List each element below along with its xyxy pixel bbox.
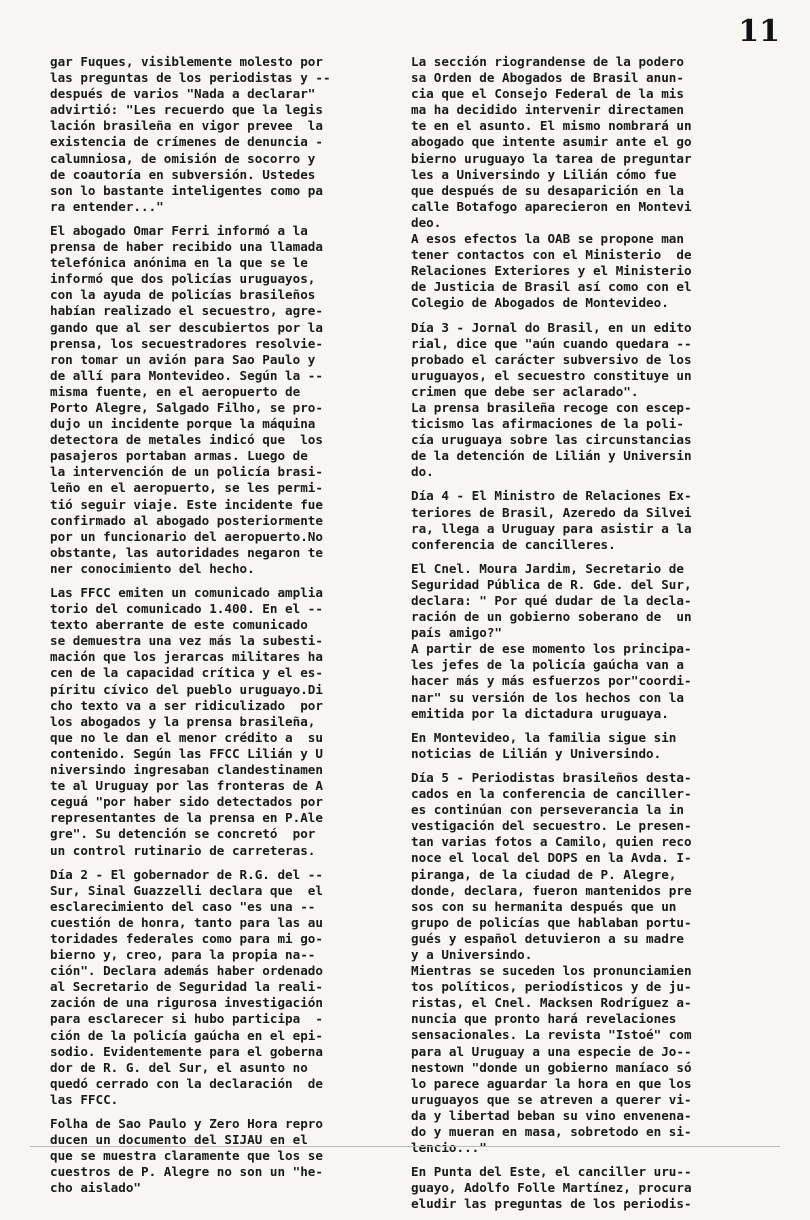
text-line: representantes de la prensa en P.Ale [50,810,323,826]
text-line: declara: " Por qué dudar de la decla- [411,593,692,608]
text-line: dujo un incidente porque la máquina [50,416,316,432]
text-line: piranga, de la ciudad de P. Alegre, [411,866,677,882]
text-line: toridades federales como para mi go- [50,930,323,946]
text-line: hacer más y más esfuerzos por"coordi- [411,673,692,689]
text-line: vestigación del secuestro. Le presen- [411,818,692,834]
text-line: prensa, los secuestradores resolvie- [50,335,323,351]
text-line: Colegio de Abogados de Montevideo. [411,295,669,311]
text-line: sos con su hermanita después que un [411,898,677,914]
text-line: A partir de ese momento los principa- [411,641,692,657]
text-line: tos políticos, periodísticos y de ju- [411,979,692,995]
text-line: ducen un documento del SIJAU en el [50,1132,308,1148]
text-line: En Montevideo, la familia sigue sin [411,729,677,745]
text-line: sa Orden de Abogados de Brasil anun- [411,70,684,86]
text-line: niversindo ingresaban clandestinamen [50,762,323,778]
paragraph [411,770,773,1156]
text-line: después de varios "Nada a declarar" [50,86,316,102]
text-line: zación de una rigurosa investigación [50,995,323,1011]
text-line: existencia de crímenes de denuncia - [50,134,323,150]
text-line: cho aislado" [50,1180,141,1196]
text-line: país amigo?" [411,625,502,641]
text-line: bierno uruguayo la tarea de preguntar [411,150,692,166]
text-line: Porto Alegre, Salgado Filho, se pro- [50,399,323,415]
text-line: ceguá "por haber sido detectados por [50,794,323,810]
text-line: gando que al ser descubiertos por la [50,319,323,335]
text-line: deo. [411,214,442,230]
text-line: Folha de Sao Paulo y Zero Hora repro [50,1116,323,1131]
text-line: les a Universindo y Lilián cómo fue [411,166,677,182]
text-line: al Secretario de Seguridad la reali- [50,979,323,995]
text-line: abogado que intente asumir ante el go [411,134,692,150]
text-line: cuestión de honra, tanto para las au [50,914,323,930]
text-line: nar" su versión de los hechos con la [411,689,684,705]
text-line: teriores de Brasil, Azeredo da Silvei [411,504,692,520]
text-line: cia que el Consejo Federal de la mis [411,86,684,102]
text-line: lación brasileña en vigor prevee la [50,118,323,134]
text-line: ra entender..." [50,198,164,214]
text-line: para esclarecer si hubo participa - [50,1011,323,1027]
text-line: prensa de haber recibido una llamada [50,239,323,255]
text-line: do. [411,464,434,480]
text-line: ma ha decidido intervenir directamen [411,102,684,118]
text-line: donde, declara, fueron mantenidos pre [411,882,692,898]
text-line: te en el asunto. El mismo nombrará un [411,118,692,134]
text-line: esclarecimiento del caso "es una -- [50,898,316,914]
text-line: es continúan con perseverancia la in [411,802,684,818]
text-line: do y mueran en masa, sobretodo en si- [411,1124,692,1139]
text-line: pasajeros portaban armas. Luego de [50,448,308,464]
text-line: habían realizado el secuestro, agre- [50,303,323,319]
text-line: bierno y, creo, para la propia na-- [50,947,316,963]
text-line: El abogado Omar Ferri informó a la [50,222,308,238]
text-line: noticias de Lilián y Universindo. [411,745,662,761]
text-line: los abogados y la prensa brasileña, [50,713,316,729]
text-line: informó que dos policías uruguayos, [50,271,316,287]
text-line: cho texto va a ser ridiculizado por [50,697,323,713]
text-line: se demuestra una vez más la subesti- [50,633,323,649]
paragraph [411,730,773,762]
text-line: de la detención de Lilián y Universin [411,448,692,464]
text-line: Día 4 - El Ministro de Relaciones Ex- [411,488,692,504]
text-line: calle Botafogo aparecieron en Montevi [411,198,692,214]
text-line: cados en la conferencia de canciller- [411,786,692,802]
text-line: gués y español detuvieron a su madre [411,930,684,946]
paragraph [411,561,773,722]
text-line: guayo, Adolfo Folle Martínez, procura [411,1180,692,1196]
text-line: ron tomar un avión para Sao Paulo y [50,351,316,367]
text-line: lo parece aguardar la hora en que los [411,1075,692,1091]
text-line: ra, llega a Uruguay para asistir a la [411,520,692,536]
text-line: rial, dice que "aún cuando quedara -- [411,335,692,351]
text-line: ción". Declara además haber ordenado [50,963,323,979]
text-line: mación que los jerarcas militares ha [50,649,323,665]
text-line: de coautoría en subversión. Ustedes [50,166,316,182]
paragraph [50,585,412,859]
text-line: las FFCC. [50,1091,119,1107]
text-line: Relaciones Exteriores y el Ministerio [411,263,692,279]
text-line: ristas, el Cnel. Macksen Rodríguez a- [411,995,692,1011]
paragraph [411,488,773,552]
left-column [50,54,412,1204]
text-line: El Cnel. Moura Jardim, Secretario de [411,560,684,576]
bottom-rule [30,1146,780,1147]
text-line: dor de R. G. del Sur, el asunto no [50,1059,308,1075]
paragraph [411,54,773,312]
text-line: conferencia de cancilleres. [411,536,616,552]
text-line: probado el carácter subversivo de los [411,351,692,367]
text-line: ticismo las afirmaciones de la poli- [411,416,684,432]
text-line: tió seguir viaje. Este incidente fue [50,496,323,512]
text-line: uruguayos, el secuestro constituye un [411,367,692,383]
text-line: leño en el aeropuerto, se les permi- [50,480,323,496]
text-line: nestown "donde un gobierno maníaco só [411,1059,692,1075]
text-line: noce el local del DOPS en la Avda. I- [411,850,692,866]
text-line: tener contactos con el Ministerio de [411,247,692,263]
text-line: ción de la policía gaúcha en el epi- [50,1027,323,1043]
text-line: La prensa brasileña recoge con escep- [411,399,692,415]
text-line: calumniosa, de omisión de socorro y [50,150,316,166]
text-line: telefónica anónima en la que se le [50,255,308,271]
text-line: detectora de metales indicó que los [50,432,323,448]
paragraph [411,320,773,481]
text-line: y a Universindo. [411,946,533,962]
text-line: Día 5 - Periodistas brasileños desta- [411,769,692,785]
text-line: por un funcionario del aeropuerto.No [50,528,323,544]
text-line: un control rutinario de carreteras. [50,842,316,858]
text-line: cía uruguaya sobre las circunstancias [411,432,692,448]
text-line: advirtió: "Les recuerdo que la legis [50,102,323,118]
text-line: ración de un gobierno soberano de un [411,609,692,625]
text-line: emitida por la dictadura uruguaya. [411,705,669,721]
text-line: Las FFCC emiten un comunicado amplia [50,585,323,600]
paragraph [50,223,412,577]
right-column [411,54,773,1220]
text-line: con la ayuda de policías brasileños [50,287,316,303]
text-line: contenido. Según las FFCC Lilián y U [50,745,323,761]
text-line: Sur, Sinal Guazzelli declara que el [50,882,323,898]
paragraph [50,54,412,215]
paragraph [411,1164,773,1212]
text-line: para al Uruguay a una especie de Jo-- [411,1043,692,1059]
paragraph [50,867,412,1108]
text-line: Día 3 - Jornal do Brasil, en un edito [411,319,692,335]
text-line: La sección riograndense de la podero [411,54,684,69]
text-line: grupo de policías que hablaban portu- [411,914,692,930]
text-line: torio del comunicado 1.400. En el -- [50,601,323,617]
text-line: que se muestra claramente que los se [50,1148,323,1164]
text-line: crimen que debe ser aclarado". [411,383,639,399]
text-line: gar Fuques, visiblemente molesto por [50,54,323,69]
text-line: las preguntas de los periodistas y -- [50,70,331,86]
text-line: les jefes de la policía gaúcha van a [411,657,684,673]
text-line: En Punta del Este, el canciller uru-- [411,1164,692,1180]
text-line: sodio. Evidentemente para el goberna [50,1043,323,1059]
text-line: de Justicia de Brasil así como con el [411,279,692,295]
text-line: son lo bastante inteligentes como pa [50,182,323,198]
text-line: píritu cívico del pueblo uruguayo.Di [50,681,323,697]
text-line: gre". Su detención se concretó por [50,826,316,842]
text-line: A esos efectos la OAB se propone man [411,231,684,247]
page-number: 11 [738,14,780,49]
text-line: la intervención de un policía brasi- [50,464,323,480]
text-line: da y libertad beban su vino envenena- [411,1107,692,1123]
text-line: lencio..." [411,1140,487,1156]
text-line: de allí para Montevideo. Según la -- [50,367,323,383]
text-line: que después de su desaparición en la [411,182,684,198]
text-line: ner conocimiento del hecho. [50,560,255,576]
text-line: te al Uruguay por las fronteras de A [50,778,323,794]
text-line: eludir las preguntas de los periodis- [411,1196,692,1212]
text-line: uruguayos que se atreven a querer vi- [411,1091,692,1107]
text-line: que no le dan el menor crédito a su [50,729,323,745]
paragraph [50,1116,412,1196]
text-line: cuestros de P. Alegre no son un "he- [50,1164,323,1180]
text-line: misma fuente, en el aeropuerto de [50,383,301,399]
text-line: obstante, las autoridades negaron te [50,544,323,560]
text-line: Día 2 - El gobernador de R.G. del -- [50,866,323,882]
text-line: tan varias fotos a Camilo, quien reco [411,834,692,850]
text-line: nuncia que pronto hará revelaciones [411,1011,677,1027]
text-line: cen de la capacidad crítica y el es- [50,665,323,681]
text-line: Mientras se suceden los pronunciamien [411,963,692,979]
text-line: confirmado al abogado posteriormente [50,512,323,528]
text-line: texto aberrante de este comunicado [50,617,308,633]
text-line: quedó cerrado con la declaración de [50,1075,323,1091]
text-line: Seguridad Pública de R. Gde. del Sur, [411,576,692,592]
text-line: sensacionales. La revista "Istoé" com [411,1027,692,1043]
